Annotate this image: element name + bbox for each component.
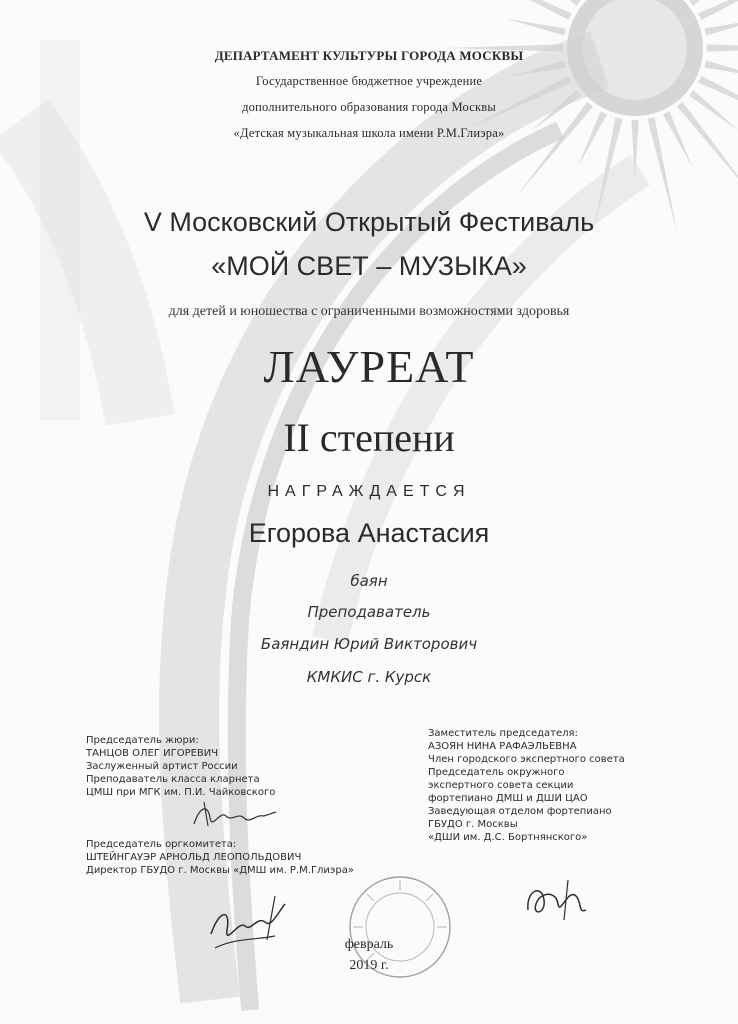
award-degree: II степени — [283, 415, 455, 460]
recipient-institution: КМКИС г. Курск — [306, 668, 432, 686]
deputy-chair-role: Заместитель председателя: — [428, 728, 578, 739]
teacher-label: Преподаватель — [307, 603, 431, 621]
teacher-name: Баяндин Юрий Викторович — [260, 635, 478, 653]
deputy-chair-signature — [520, 870, 600, 930]
sun-ray — [704, 18, 738, 35]
jury-chair-title: Заслуженный артист России — [86, 761, 238, 772]
school-name: «Детская музыкальная школа имени Р.М.Глиэра» — [233, 126, 505, 140]
recipient-name: Егорова Анастасия — [248, 518, 490, 548]
sun-ray — [505, 18, 565, 35]
festival-name: «МОЙ СВЕТ – МУЗЫКА» — [211, 251, 527, 281]
deputy-chair-line3: экспертного совета секции — [428, 780, 574, 791]
deputy-chair-line4: фортепиано ДМШ и ДШИ ЦАО — [428, 793, 588, 804]
org-chair-role: Председатель оргкомитета: — [86, 839, 237, 850]
org-chair-block — [86, 838, 354, 877]
org-chair-title: Директор ГБУДО г. Москвы «ДМШ им. Р.М.Глиэра» — [86, 865, 355, 876]
jury-chair-role: Председатель жюри: — [86, 735, 199, 746]
deputy-chair-block — [428, 727, 625, 844]
deputy-chair-line2: Председатель окружного — [428, 767, 565, 778]
awarded-label: НАГРАЖДАЕТСЯ — [267, 483, 471, 500]
institution-scope: дополнительного образования города Москвы — [242, 100, 496, 114]
jury-chair-block — [86, 734, 275, 799]
jury-chair-school: ЦМШ при МГК им. П.И. Чайковского — [86, 787, 276, 798]
sun-ray — [464, 0, 572, 20]
festival-title: V Московский Открытый Фестиваль — [143, 207, 595, 237]
deputy-chair-line1: Член городского экспертного совета — [428, 754, 625, 765]
institution-type: Государственное бюджетное учреждение — [255, 74, 483, 88]
deputy-chair-name: АЗОЯН НИНА РАФАЭЛЬЕВНА — [428, 741, 577, 752]
recipient-instrument: баян — [350, 572, 388, 590]
award-title: ЛАУРЕАТ — [263, 341, 475, 392]
jury-chair-position: Преподаватель класса кларнета — [86, 774, 260, 785]
deputy-chair-line6: ГБУДО г. Москвы — [428, 819, 518, 830]
org-chair-name: ШТЕЙНГАУЭР АРНОЛЬД ЛЕОПОЛЬДОВИЧ — [86, 852, 302, 863]
deputy-chair-line5: Заведующая отделом фортепиано — [428, 806, 612, 817]
sun-ray — [698, 0, 738, 20]
jury-chair-signature — [190, 796, 280, 836]
festival-subtitle: для детей и юношества с ограниченными возможностями здоровья — [168, 304, 570, 319]
department-title: ДЕПАРТАМЕНТ КУЛЬТУРЫ ГОРОДА МОСКВЫ — [214, 48, 524, 63]
issue-year: 2019 г. — [349, 958, 389, 973]
sun-ray — [677, 102, 738, 197]
deputy-chair-line7: «ДШИ им. Д.С. Бортнянского» — [428, 832, 588, 843]
jury-chair-name: ТАНЦОВ ОЛЕГ ИГОРЕВИЧ — [86, 748, 219, 759]
issue-month: февраль — [344, 937, 394, 952]
